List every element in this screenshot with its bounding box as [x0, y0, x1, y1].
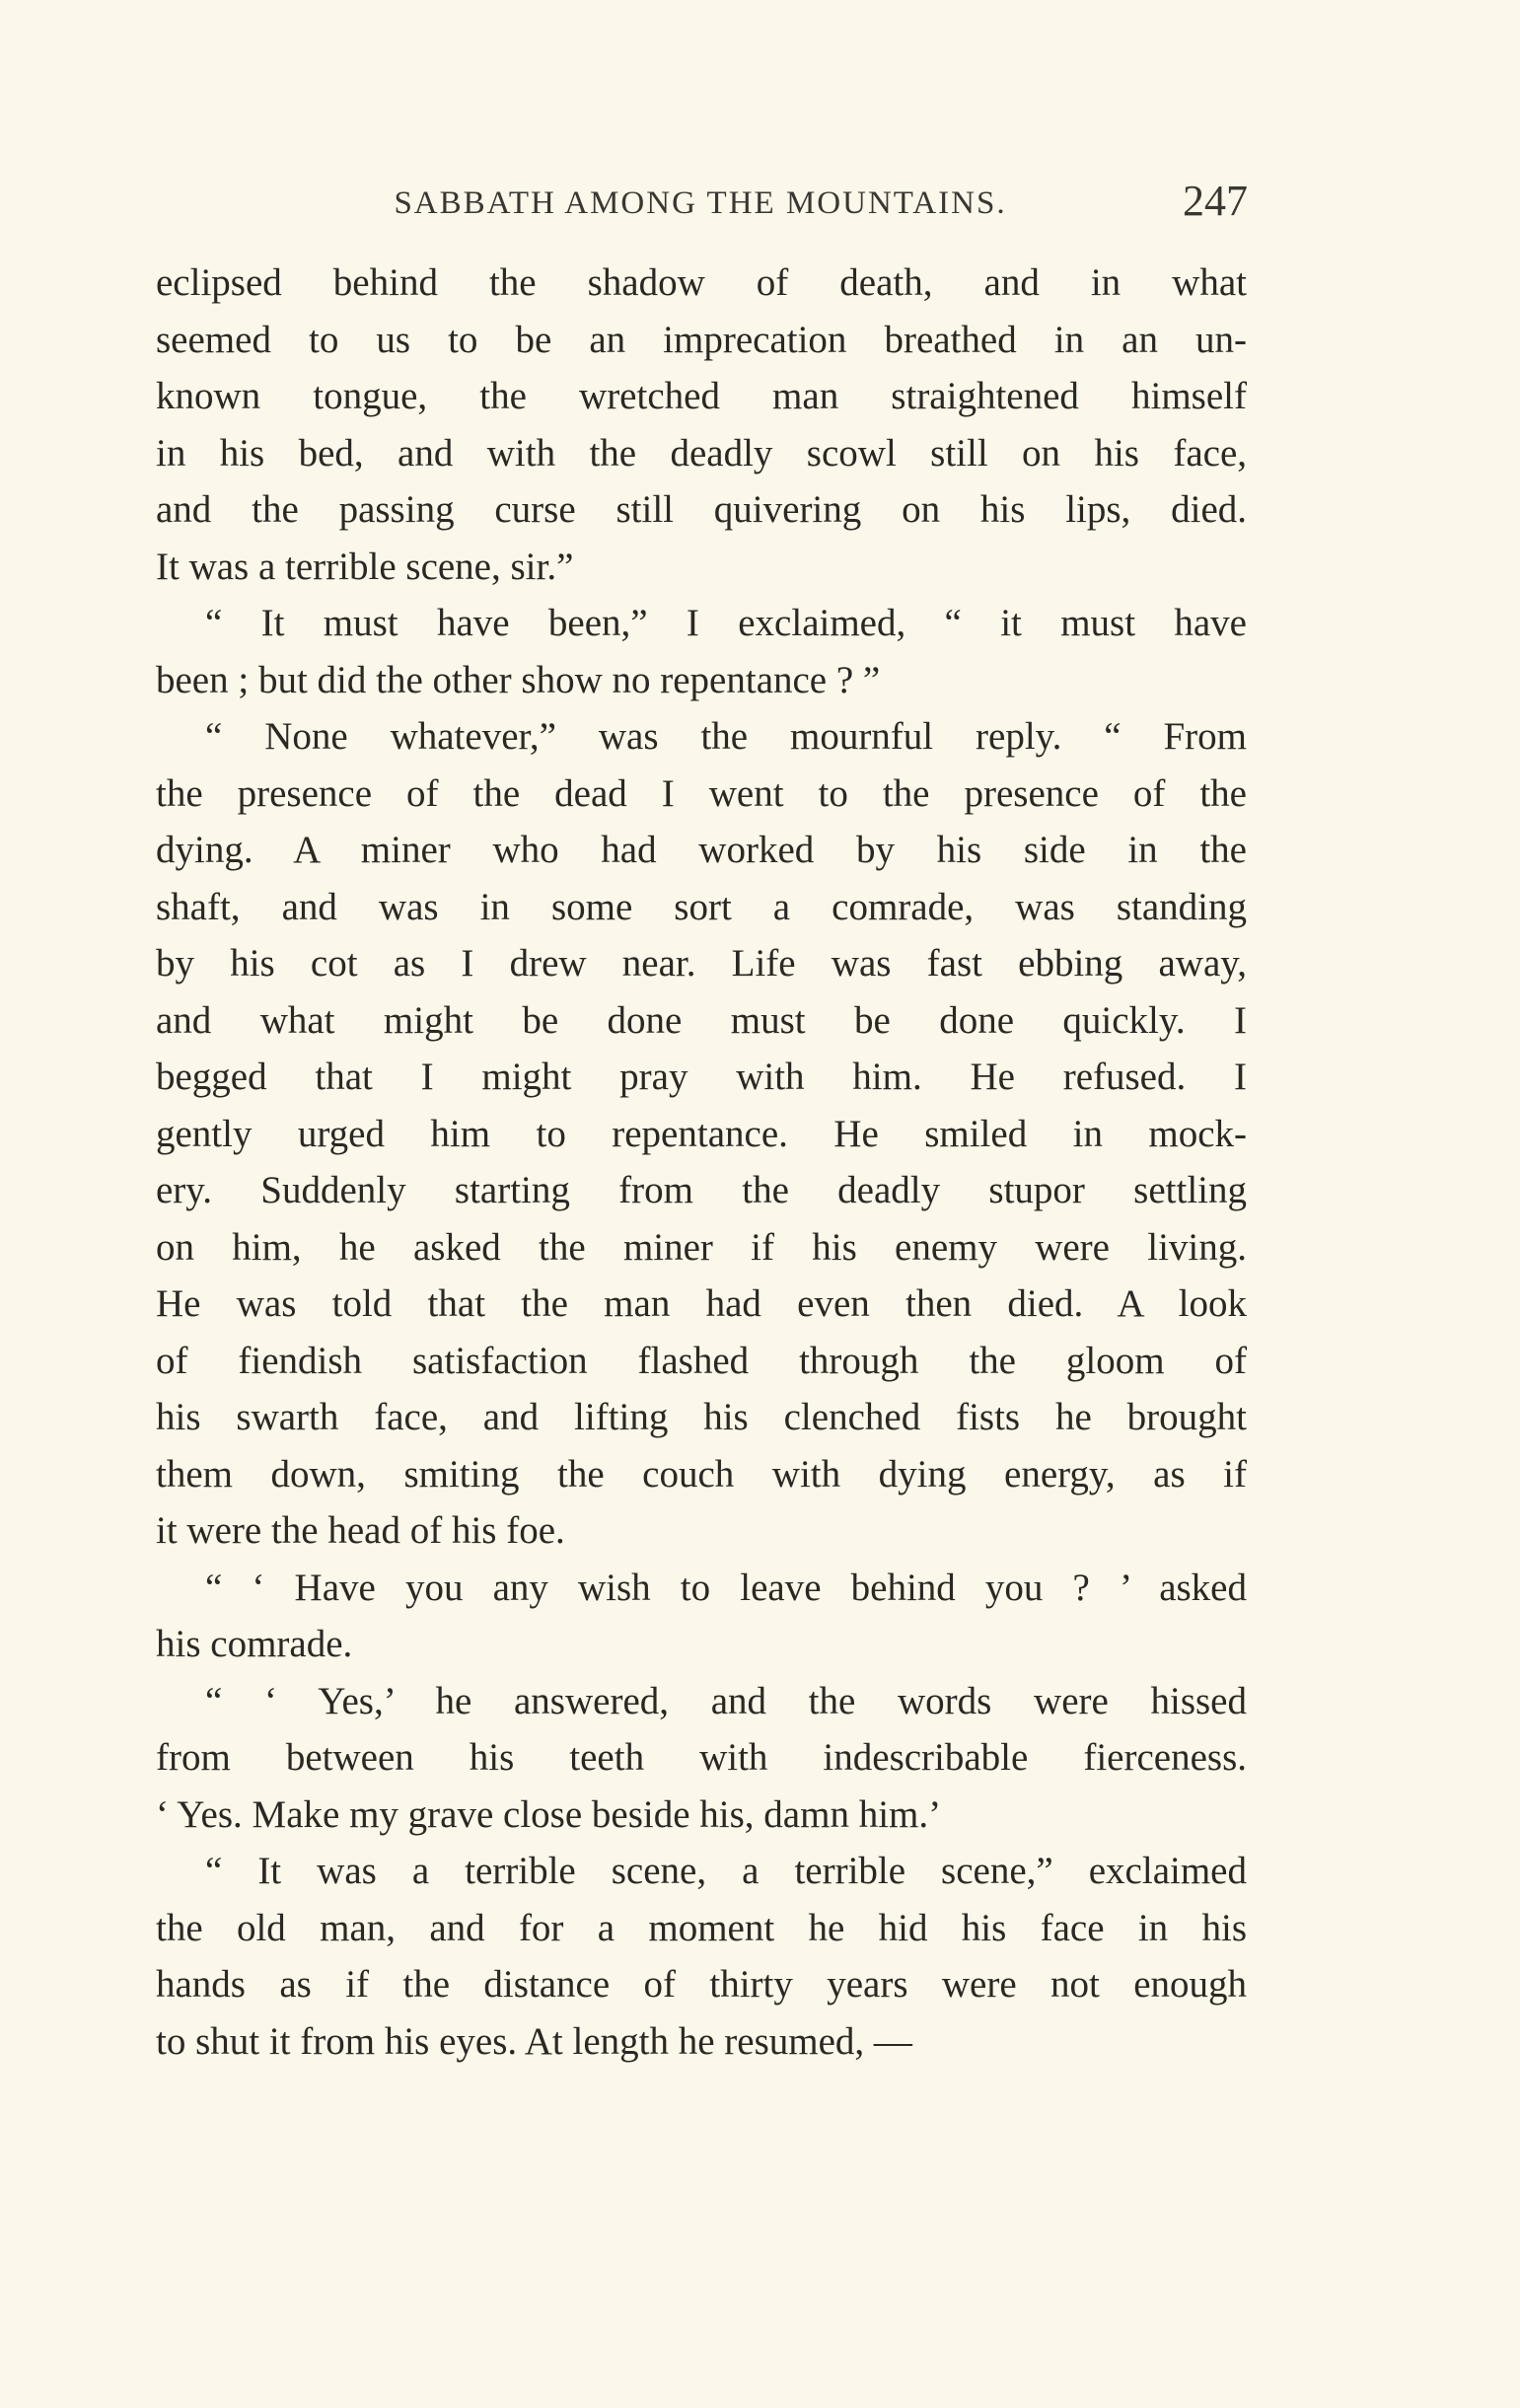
page-header — [153, 176, 1248, 245]
text-line: dying. A miner who had worked by his side in the — [156, 829, 1247, 871]
text-line: gently urged him to repentance. He smiled in mock- — [156, 1112, 1247, 1155]
text-line: it were the head of his foe. — [156, 1509, 565, 1552]
text-line: hands as if the distance of thirty years were not enough — [156, 1963, 1247, 2006]
text-line: and the passing curse still quivering on his lips, died. — [156, 488, 1247, 531]
text-line: “ None whatever,” was the mournful reply. “ From — [205, 715, 1247, 758]
text-line: ‘ Yes. Make my grave close beside his, damn him.’ — [156, 1792, 942, 1836]
text-line: “ It was a terrible scene, a terrible scene,” exclaimed — [205, 1850, 1247, 1892]
text-line: on him, he asked the miner if his enemy were living. — [156, 1225, 1247, 1269]
text-line: by his cot as I drew near. Life was fast ebbing away, — [156, 942, 1247, 985]
text-line: begged that I might pray with him. He refused. I — [156, 1056, 1247, 1098]
text-line: “ It must have been,” I exclaimed, “ it must have — [205, 602, 1247, 644]
text-line: known tongue, the wretched man straightened himself — [156, 375, 1247, 417]
text-line: the presence of the dead I went to the presence of the — [156, 771, 1247, 815]
text-line: eclipsed behind the shadow of death, and in what — [156, 261, 1247, 304]
text-line: to shut it from his eyes. At length he resumed, — — [156, 2019, 912, 2063]
page-number: 247 — [1183, 177, 1248, 225]
text-line: seemed to us to be an imprecation breathed in an un- — [156, 318, 1247, 361]
text-line: been ; but did the other show no repentance ? ” — [156, 658, 881, 701]
text-line: ery. Suddenly starting from the deadly stupor settling — [156, 1169, 1247, 1211]
text-line: them down, smiting the couch with dying energy, as if — [156, 1452, 1247, 1496]
text-line: shaft, and was in some sort a comrade, was standing — [156, 885, 1247, 928]
running-title: SABBATH AMONG THE MOUNTAINS. — [394, 185, 1007, 221]
text-line: “ ‘ Yes,’ he answered, and the words were hissed — [205, 1679, 1247, 1722]
text-line: his swarth face, and lifting his clenched fists he brought — [156, 1396, 1247, 1438]
text-line: from between his teeth with indescribable fierceness. — [156, 1736, 1247, 1779]
text-line: and what might be done must be done quickly. I — [156, 998, 1247, 1042]
text-line: “ ‘ Have you any wish to leave behind you ? ’ asked — [205, 1566, 1247, 1609]
body-text — [156, 255, 1247, 2070]
text-line: his comrade. — [156, 1623, 353, 1665]
text-line: It was a terrible scene, sir.” — [156, 545, 574, 588]
text-line: of fiendish satisfaction flashed through the gloom of — [156, 1339, 1247, 1382]
text-line: He was told that the man had even then died. A look — [156, 1282, 1247, 1325]
text-line: the old man, and for a moment he hid his face in his — [156, 1906, 1247, 1949]
text-line: in his bed, and with the deadly scowl still on his face, — [156, 431, 1247, 474]
